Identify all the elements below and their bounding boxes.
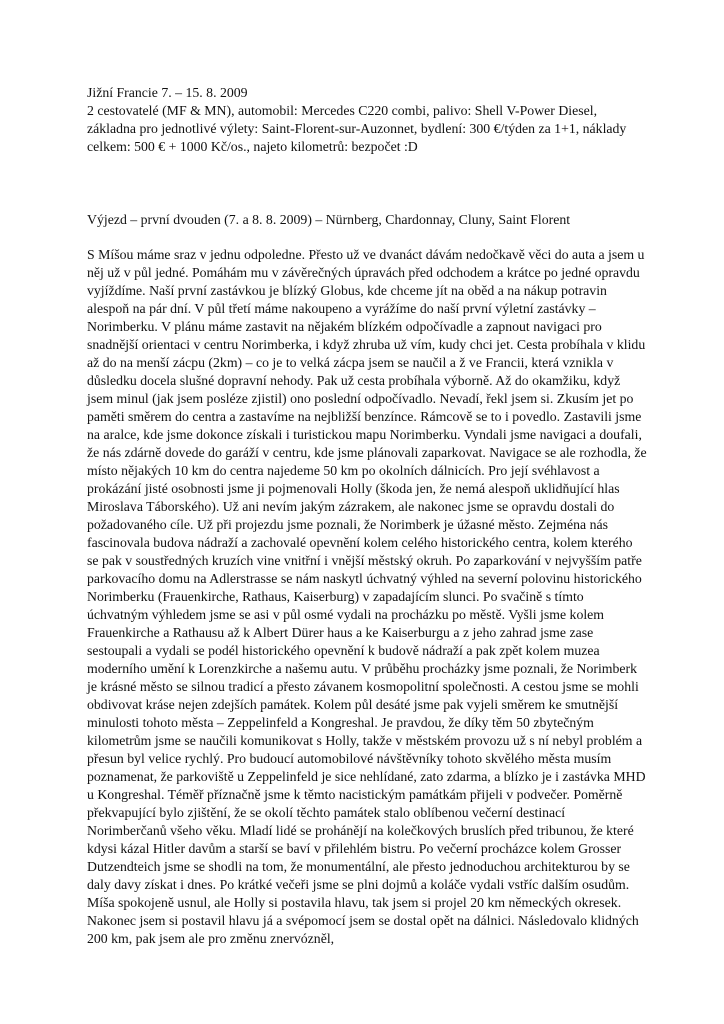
trip-header [87, 84, 647, 156]
section-heading: Výjezd – první dvouden (7. a 8. 8. 2009) – Nürnberg, Chardonnay, Cluny, Saint Florent [87, 212, 571, 227]
trip-title: Jižní Francie 7. – 15. 8. 2009 [87, 85, 248, 100]
document-content [87, 84, 647, 948]
body-paragraph: S Míšou máme sraz v jednu odpoledne. Přesto už ve dvanáct dávám nedočkavě věci do auta a jsem u něj už v půl jedné. Pomáhám mu v závěrečných úpravách před odchodem a krátce po jedné opravdu vyjíždíme. Naší první zastávkou je blízký Globus, kde chceme jít na oběd a na nákup potravin alespoň na pár dní. V půl třetí máme nakoupeno a vyrážíme do naší první výletní zastávky – Norimberku. V plánu máme zastavit na nějakém blízkém odpočívadle a zapnout navigaci pro snadnější orientaci v centru Norimberka, i když zhruba už vím, kudy chci jet. Cesta probíhala v klidu až do na menší zácpu (2km) – co je to velká zácpa jsem se naučil a ž ve Francii, která vznikla v důsledku docela slušné dopravní nehody. Pak už cesta probíhala výborně. Až do okamžiku, když jsem minul (jak jsem posléze zjistil) ono poslední odpočívadlo. Nevadí, řekl jsem si. Zkusím jet po paměti směrem do centra a zastavíme na nejbližší benzínce. Rámcově se to i povedlo. Zastavili jsme na aralce, kde jsme dokonce získali i turistickou mapu Norimberku. Vyndali jsme navigaci a doufali, že nás zdárně dovede do garáží v centru, kde jsme plánovali zaparkovat. Navigace se ale rozhodla, že místo nějakých 10 km do centra najedeme 50 km po okolních dálnicích. Pro její svéhlavost a prokázání jisté osobnosti jsme ji pojmenovali Holly (škoda jen, že nemá alespoň uklidňující hlas Miroslava Táborského). Už ani nevím jakým zázrakem, ale nakonec jsme se opravdu dostali do požadovaného cíle. Už při projezdu jsme poznali, že Norimberk je úžasné město. Zejména nás fascinovala budova nádraží a zachovalé opevnění kolem celého historického centra, kolem kterého se pak v soustředných kruzích vine vnitřní i vnější městský okruh. Po zaparkování v nejvyšším patře parkovacího domu na Adlerstrasse se nám naskytl úchvatný výhled na severní polovinu historického Norimberku (Frauenkirche, Rathaus, Kaiserburg) v zapadajícím slunci. Po svačině s tímto úchvatným výhledem jsme se asi v půl osmé vydali na procházku po městě. Vyšli jsme kolem Frauenkirche a Rathausu až k Albert Dürer haus a ke Kaiserburgu a z jeho zahrad jsme zase sestoupali a vydali se podél historického opevnění k budově nádraží a pak zpět kolem muzea moderního umění k Lorenzkirche a našemu autu. V průběhu procházky jsme poznali, že Norimberk je krásné město se silnou tradicí a přesto závanem kosmopolitní společnosti. A cestou jsme se mohli obdivovat kráse nejen zdejších památek. Kolem půl desáté jsme pak vyjeli směrem ke smutnější minulosti tohoto města – Zeppelinfeld a Kongreshal. Je pravdou, že díky těm 50 zbytečným kilometrům jsme se naučili komunikovat s Holly, takže v městském provozu už s ní nebyl problém a přesun byl velice rychlý. Pro budoucí automobilové návštěvníky tohoto skvělého města musím poznamenat, že parkoviště u Zeppelinfeld je sice nehlídané, zato zdarma, a blízko je i zastávka MHD u Kongreshal. Téměř příznačně jsme k těmto nacistickým památkám přijeli v podvečer. Poměrně překvapující bylo zjištění, že se okolí těchto památek stalo oblíbenou večerní destinací Norimberčanů všeho věku. Mladí lidé se prohánějí na kolečkových bruslích před tribunou, že které kdysi kázal Hitler davům a starší se baví v přilehlém bistru. Po večerní procházce kolem Grosser Dutzendteich jsme se shodli na tom, že monumentální, ale přesto jednoduchou architekturou by se daly davy získat i dnes. Po krátké večeři jsme se plni dojmů a koláče vydali vstříc dalším osudům. Míša spokojeně usnul, ale Holly si postavila hlavu, tak jsem si projel 20 km německých okresek. Nakonec jsem si postavil hlavu já a svépomocí jsem se dostal opět na dálnici. Následovalo klidných 200 km, pak jsem ale pro změnu znervózněl, [87, 247, 647, 946]
trip-details: 2 cestovatelé (MF & MN), automobil: Mercedes C220 combi, palivo: Shell V-Power Diesel, základna pro jednotlivé výlety: Saint-Florent-sur-Auzonnet, bydlení: 300 €/týden za 1+1, náklady celkem: 500 € + 1000 Kč/os., najeto kilometrů: bezpočet :D [87, 103, 627, 154]
